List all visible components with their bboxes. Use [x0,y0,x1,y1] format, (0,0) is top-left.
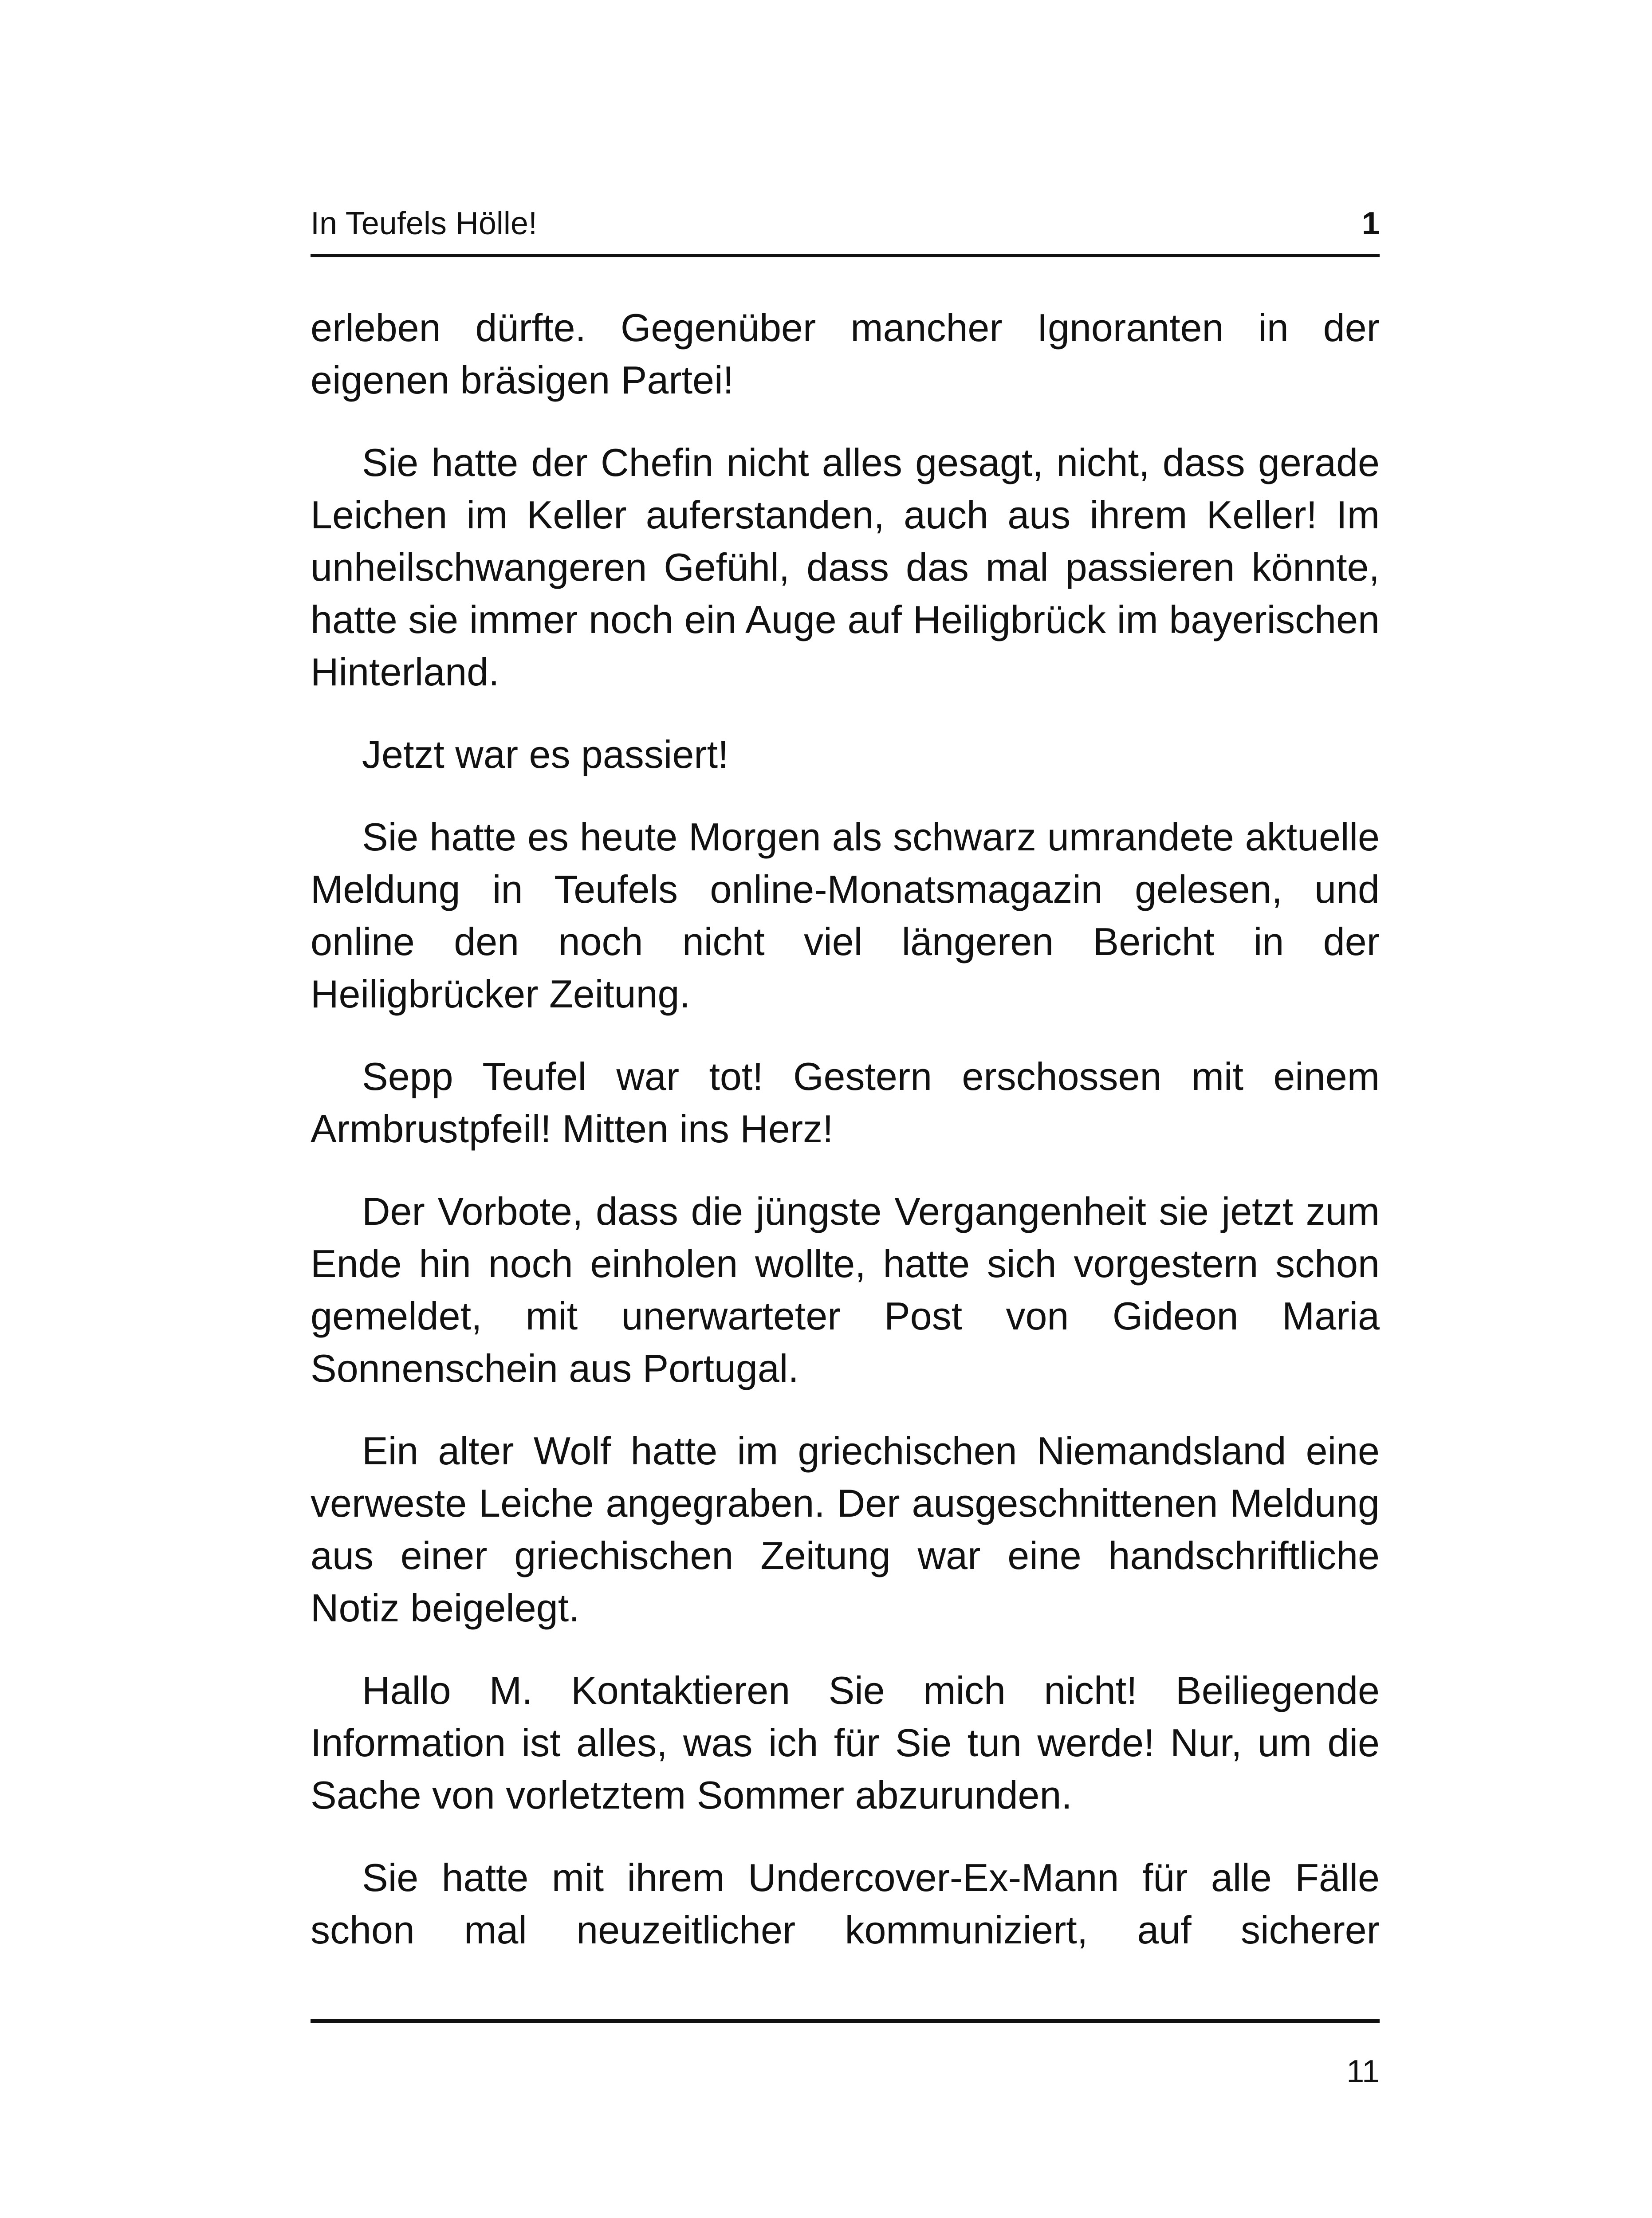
running-title: In Teufels Hölle! [311,206,537,241]
footer-rule [311,2019,1380,2023]
chapter-number: 1 [1361,206,1380,241]
paragraph: Hallo M. Kontaktieren Sie mich nicht! Beiliegende Information ist alles, was ich für Sie tun werde! Nur, um die Sache von vorletztem Sommer abzurunden. [311,1668,1380,1817]
body-text [311,302,1380,1986]
header-rule [311,254,1380,257]
paragraph: Sie hatte es heute Morgen als schwarz umrandete aktuelle Meldung in Teufels online-Monatsmagazin gelesen, und online den noch nicht viel längeren Bericht in der Heiligbrücker Zeitung. [311,815,1380,1016]
paragraph: Sepp Teufel war tot! Gestern erschossen mit einem Armbrustpfeil! Mitten ins Herz! [311,1054,1380,1151]
paragraph: Ein alter Wolf hatte im griechischen Niemandsland eine verweste Leiche angegraben. Der ausgeschnittenen Meldung aus einer griechischen Zeitung war eine handschriftliche Notiz beigelegt. [311,1429,1380,1630]
running-header [311,191,1380,241]
paragraph: Sie hatte der Chefin nicht alles gesagt, nicht, dass gerade Leichen im Keller auferstanden, auch aus ihrem Keller! Im unheilschwangeren Gefühl, dass das mal passieren könnte, hatte sie immer noch ein Auge auf Heiligbrück im bayerischen Hinterland. [311,440,1380,694]
paragraph: erleben dürfte. Gegenüber mancher Ignoranten in der eigenen bräsigen Partei! [311,306,1380,402]
paragraph: Jetzt war es passiert! [362,732,729,776]
paragraph: Sie hatte mit ihrem Undercover-Ex-Mann für alle Fälle schon mal neuzeitlicher kommuniziert, auf sicherer [311,1856,1380,1952]
page-number: 11 [1346,2054,1380,2089]
paragraph: Der Vorbote, dass die jüngste Vergangenheit sie jetzt zum Ende hin noch einholen wollte, hatte sich vorgestern schon gemeldet, mit unerwarteter Post von Gideon Maria Sonnenschein aus Portugal. [311,1189,1380,1390]
